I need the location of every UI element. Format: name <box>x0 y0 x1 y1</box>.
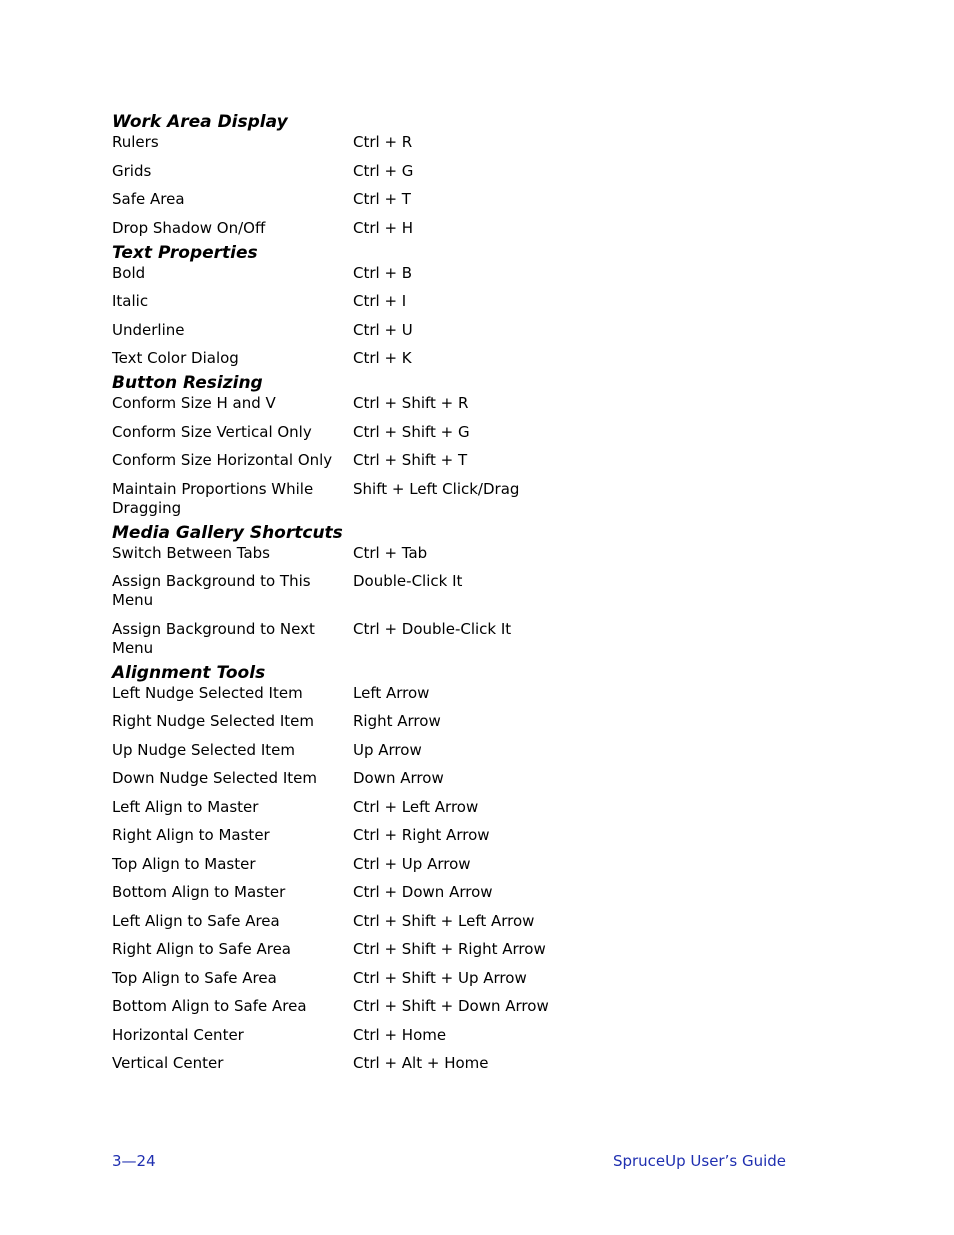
shortcut-row <box>112 826 672 845</box>
shortcut-action: Assign Background to This Menu <box>112 572 311 609</box>
shortcut-action: Conform Size Vertical Only <box>112 422 312 441</box>
page-footer <box>112 1151 786 1171</box>
shortcut-action: Grids <box>112 161 152 180</box>
shortcut-row <box>112 451 672 470</box>
shortcut-row <box>112 321 672 340</box>
shortcut-action: Left Align to Safe Area <box>112 911 280 930</box>
shortcut-action: Vertical Center <box>112 1054 224 1072</box>
section-title: Button Resizing <box>112 373 263 393</box>
shortcut-keys: Ctrl + Left Arrow <box>353 797 479 816</box>
shortcut-action: Right Align to Master <box>112 826 270 844</box>
shortcut-action: Right Nudge Selected Item <box>112 712 314 730</box>
section-title: Media Gallery Shortcuts <box>112 522 343 543</box>
shortcut-keys: Ctrl + Shift + R <box>353 394 469 412</box>
section-title: Text Properties <box>112 242 258 263</box>
shortcut-action: Bottom Align to Safe Area <box>112 997 307 1015</box>
shortcut-keys: Ctrl + Right Arrow <box>353 826 490 844</box>
shortcut-action: Drop Shadow On/Off <box>112 218 266 237</box>
shortcut-row <box>112 912 672 931</box>
shortcut-keys: Ctrl + Shift + G <box>353 422 470 441</box>
shortcut-action: Assign Background to Next Menu <box>112 619 315 657</box>
shortcut-action: Switch Between Tabs <box>112 543 270 562</box>
shortcut-row <box>112 423 672 442</box>
shortcut-row <box>112 620 672 658</box>
shortcut-action: Left Nudge Selected Item <box>112 683 303 702</box>
shortcut-keys: Ctrl + T <box>353 190 411 208</box>
shortcut-row <box>112 1026 672 1045</box>
shortcut-keys: Ctrl + G <box>353 161 414 180</box>
shortcut-section <box>112 111 672 238</box>
shortcut-keys: Ctrl + Shift + Left Arrow <box>353 911 535 930</box>
shortcut-keys: Ctrl + Up Arrow <box>353 854 471 873</box>
shortcut-keys: Ctrl + K <box>353 349 412 367</box>
shortcut-row <box>112 264 672 283</box>
shortcut-keys: Ctrl + H <box>353 218 414 237</box>
shortcut-keys: Ctrl + Shift + T <box>353 451 468 469</box>
shortcut-action: Conform Size H and V <box>112 394 276 412</box>
shortcut-section <box>112 662 672 1074</box>
shortcut-action: Right Align to Safe Area <box>112 940 291 958</box>
shortcut-row <box>112 940 672 959</box>
shortcut-row <box>112 684 672 703</box>
shortcut-keys: Ctrl + Down Arrow <box>353 883 493 901</box>
shortcut-section <box>112 522 672 658</box>
shortcut-document <box>112 111 672 1077</box>
shortcut-row <box>112 712 672 731</box>
guide-title: SpruceUp User’s Guide <box>612 1152 786 1170</box>
shortcut-action: Down Nudge Selected Item <box>112 769 317 787</box>
shortcut-keys: Ctrl + Shift + Up Arrow <box>353 968 527 987</box>
shortcut-keys: Ctrl + R <box>353 133 413 151</box>
shortcut-action: Maintain Proportions While Dragging <box>112 479 314 517</box>
shortcut-row <box>112 162 672 181</box>
shortcut-keys: Down Arrow <box>353 769 444 787</box>
shortcut-section <box>112 372 672 518</box>
shortcut-action: Underline <box>112 320 185 339</box>
shortcut-action: Rulers <box>112 133 159 151</box>
shortcut-keys: Ctrl + Tab <box>353 543 428 562</box>
shortcut-keys: Ctrl + B <box>353 263 413 282</box>
section-title: Work Area Display <box>112 112 288 132</box>
shortcut-keys: Ctrl + Double-Click It <box>353 619 512 638</box>
shortcut-row <box>112 572 672 610</box>
shortcut-row <box>112 544 672 563</box>
shortcut-row <box>112 798 672 817</box>
shortcut-keys: Ctrl + U <box>353 320 413 339</box>
shortcut-row <box>112 349 672 368</box>
shortcut-action: Text Color Dialog <box>112 349 239 367</box>
shortcut-action: Italic <box>112 292 149 310</box>
shortcut-keys: Shift + Left Click/Drag <box>353 479 520 498</box>
shortcut-row <box>112 741 672 760</box>
shortcut-action: Top Align to Master <box>112 854 256 873</box>
shortcut-keys: Ctrl + Shift + Right Arrow <box>353 940 546 958</box>
shortcut-row <box>112 190 672 209</box>
shortcut-row <box>112 133 672 152</box>
shortcut-section <box>112 242 672 369</box>
shortcut-row <box>112 969 672 988</box>
shortcut-keys: Double-Click It <box>353 572 463 590</box>
shortcut-keys: Ctrl + Alt + Home <box>353 1054 489 1072</box>
shortcut-action: Top Align to Safe Area <box>112 968 277 987</box>
shortcut-keys: Left Arrow <box>353 683 430 702</box>
shortcut-keys: Ctrl + Home <box>353 1025 447 1044</box>
shortcut-keys: Right Arrow <box>353 712 441 730</box>
section-title: Alignment Tools <box>112 662 266 683</box>
shortcut-keys: Ctrl + I <box>353 292 407 310</box>
shortcut-action: Left Align to Master <box>112 797 259 816</box>
shortcut-row <box>112 997 672 1016</box>
shortcut-action: Bold <box>112 263 146 282</box>
shortcut-row <box>112 480 672 518</box>
shortcut-action: Horizontal Center <box>112 1025 244 1044</box>
shortcut-row <box>112 219 672 238</box>
shortcut-row <box>112 394 672 413</box>
shortcut-row <box>112 1054 672 1073</box>
shortcut-action: Safe Area <box>112 190 185 208</box>
shortcut-keys: Ctrl + Shift + Down Arrow <box>353 997 549 1015</box>
shortcut-row <box>112 292 672 311</box>
shortcut-action: Conform Size Horizontal Only <box>112 451 333 469</box>
page-number: 3—24 <box>112 1152 156 1170</box>
shortcut-keys: Up Arrow <box>353 740 422 759</box>
shortcut-row <box>112 769 672 788</box>
shortcut-row <box>112 883 672 902</box>
shortcut-action: Bottom Align to Master <box>112 883 286 901</box>
shortcut-row <box>112 855 672 874</box>
shortcut-action: Up Nudge Selected Item <box>112 740 295 759</box>
